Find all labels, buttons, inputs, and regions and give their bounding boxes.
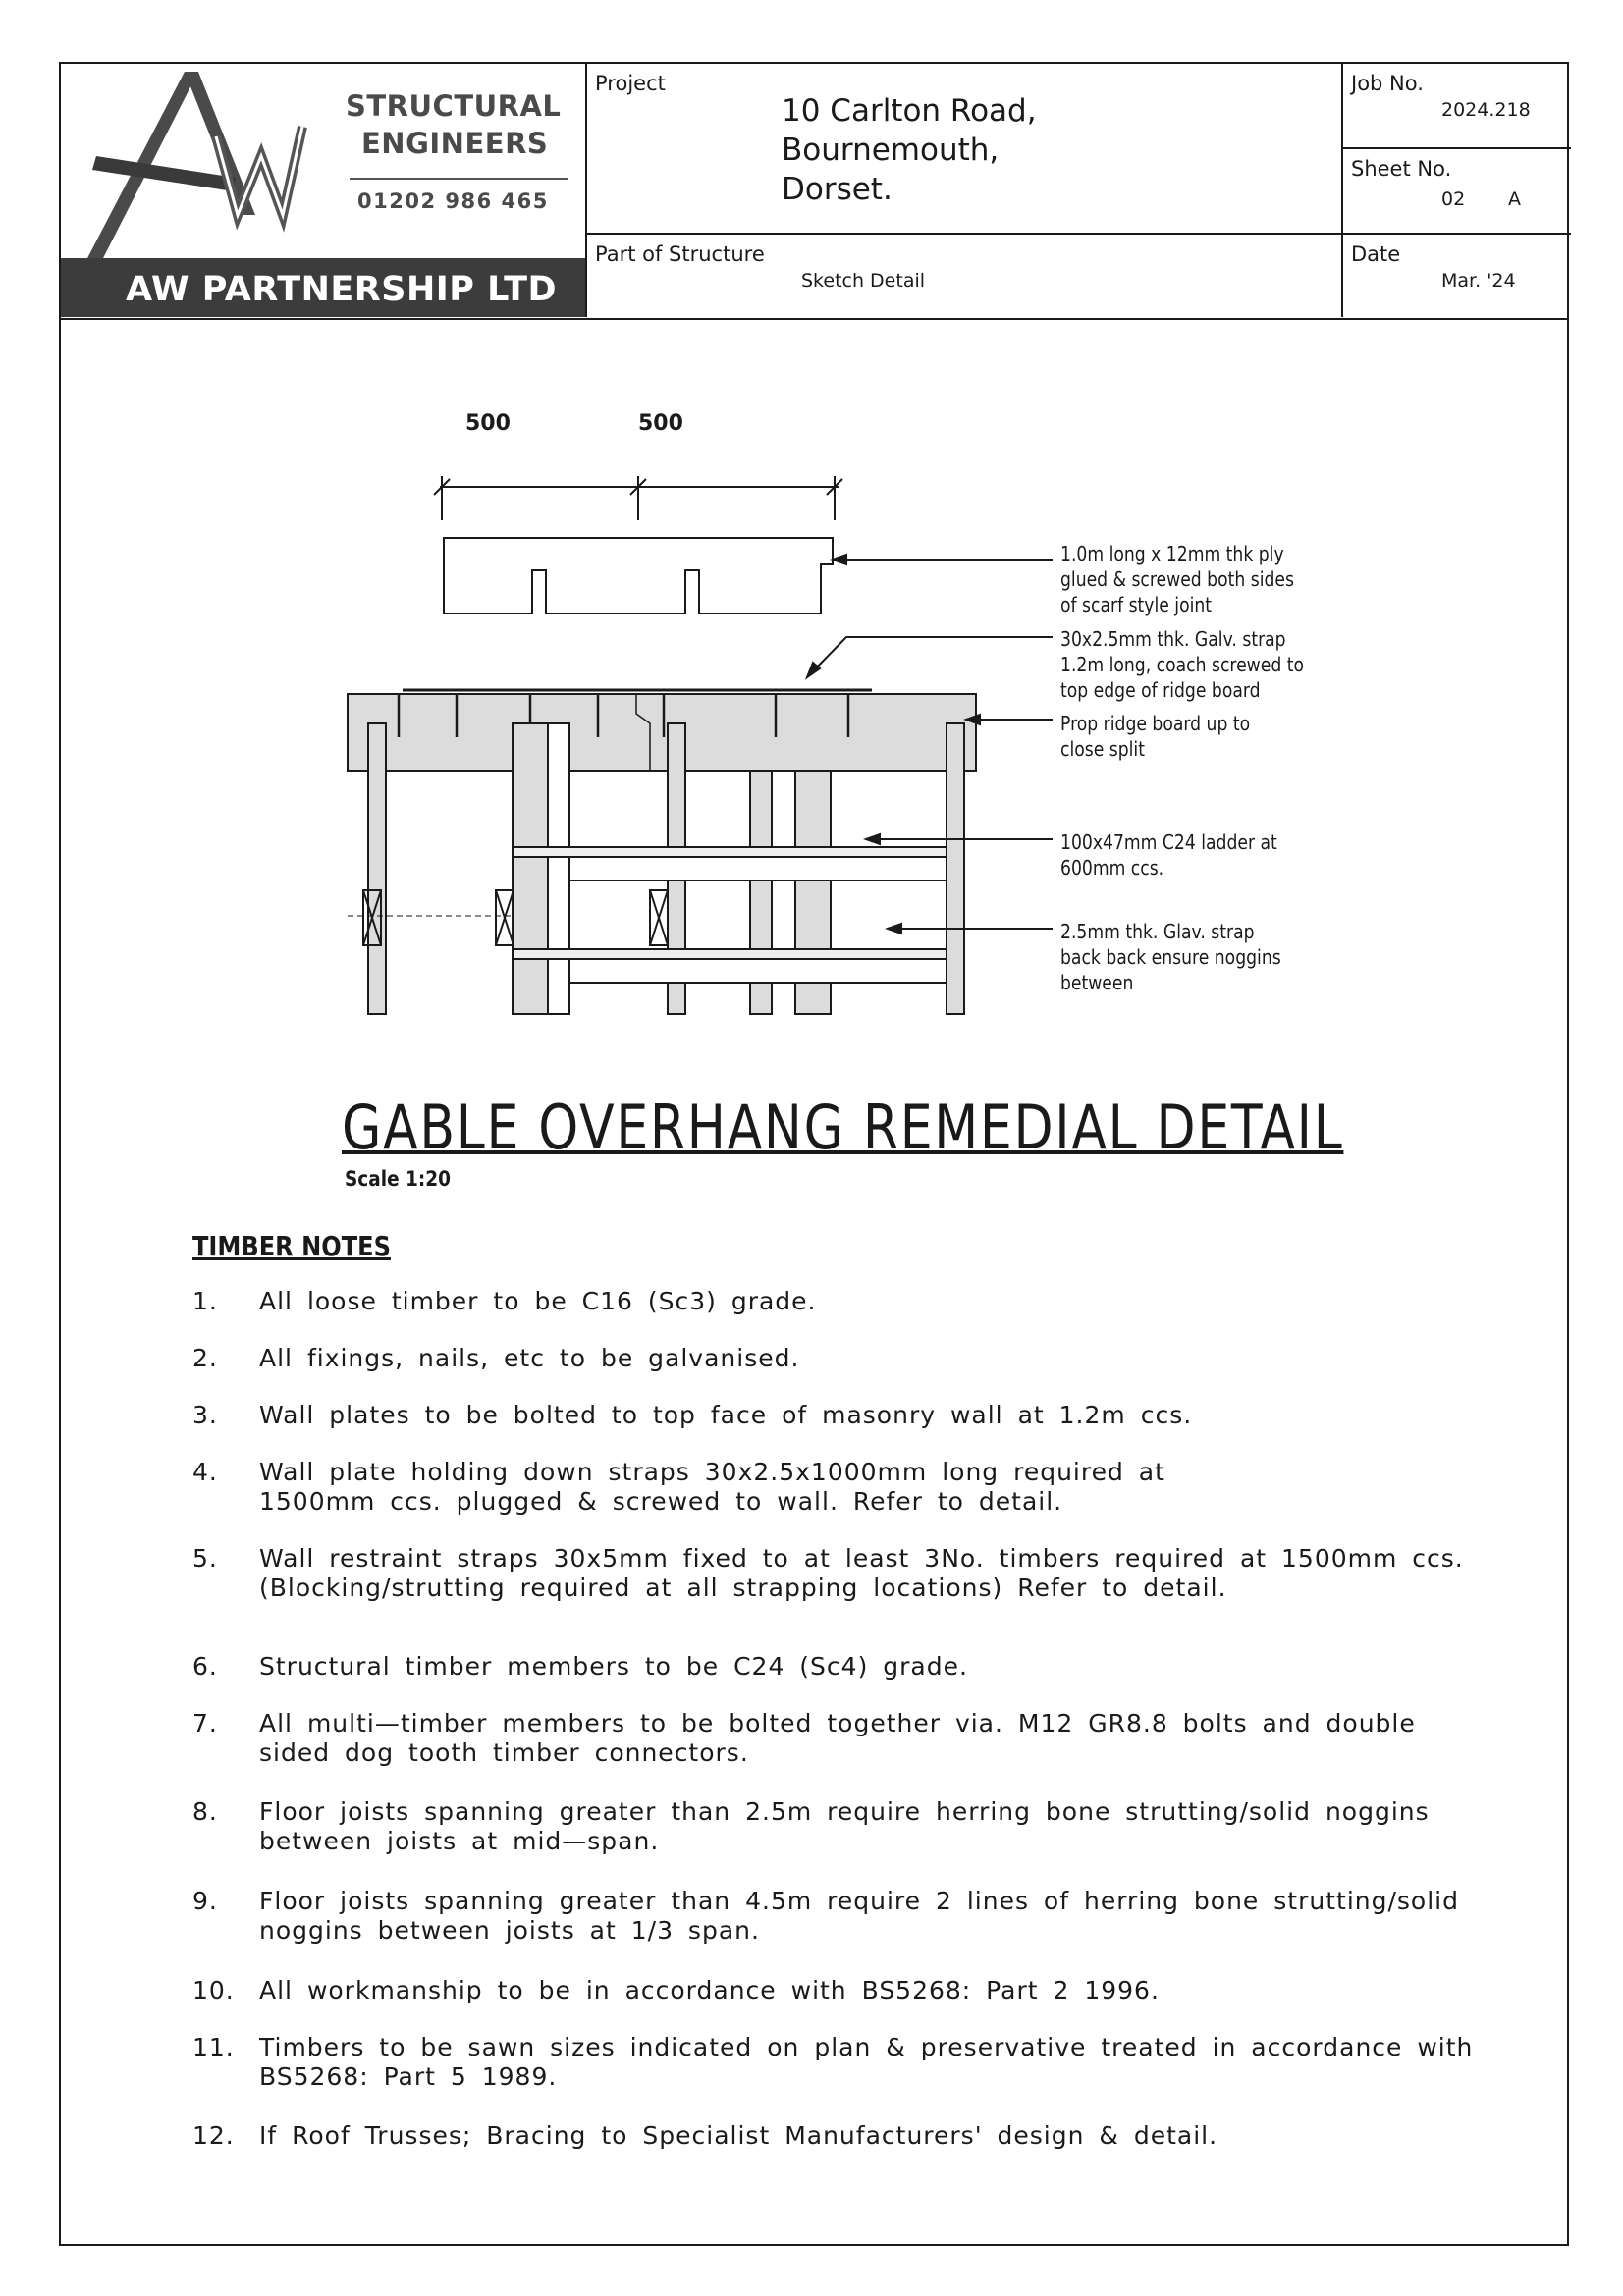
timber-notes-heading: TIMBER NOTES [192, 1230, 391, 1262]
timber-note-text: Timbers to be sawn sizes indicated on plan & preservative treated in accordance with BS5268: Part 5 1989. [259, 2033, 1474, 2091]
gable-overhang-drawing [61, 64, 1571, 1144]
callout-ply-joint [1060, 541, 1294, 617]
callout-line: Prop ridge board up to [1060, 712, 1251, 735]
timber-note-number: 7. [192, 1709, 218, 1737]
job-number-label: Job No. [1351, 72, 1424, 95]
timber-note-number: 5. [192, 1544, 218, 1573]
sheet-number-label: Sheet No. [1351, 157, 1452, 181]
timber-note-text: If Roof Trusses; Bracing to Specialist Manufacturers' design & detail. [259, 2121, 1218, 2150]
callout-strap-noggins [1060, 919, 1281, 995]
ladder-rail [513, 847, 947, 857]
ply-splice-plate [444, 538, 833, 614]
callout-line: 1.0m long x 12mm thk ply [1060, 542, 1284, 565]
rafter [548, 723, 569, 1014]
project-label: Project [595, 72, 666, 95]
callout-line: 100x47mm C24 ladder at [1060, 830, 1277, 854]
project-address-line: 10 Carlton Road, [782, 93, 1037, 129]
project-address-line: Bournemouth, [782, 133, 1000, 168]
timber-note-text: Floor joists spanning greater than 2.5m require herring bone strutting/solid noggins between joists at mid—span. [259, 1797, 1430, 1855]
callout-line: close split [1060, 737, 1145, 761]
rafter [368, 723, 386, 1014]
timber-note-text: All fixings, nails, etc to be galvanised. [259, 1344, 800, 1372]
timber-note-number: 8. [192, 1797, 218, 1826]
timber-note-text: Floor joists spanning greater than 4.5m require 2 lines of herring bone strutting/solid noggins between joists at 1/3 span. [259, 1887, 1459, 1945]
drawing-sheet [59, 62, 1569, 2246]
callout-line: 30x2.5mm thk. Galv. strap [1060, 627, 1286, 651]
rafter [513, 723, 548, 1014]
timber-note-text: Structural timber members to be C24 (Sc4) grade. [259, 1652, 968, 1681]
timber-note-number: 3. [192, 1401, 218, 1429]
drawing-scale: Scale 1:20 [345, 1167, 452, 1191]
callout-line: 600mm ccs. [1060, 856, 1164, 880]
company-phone: 01202 986 465 [357, 189, 549, 213]
timber-note-number: 12. [192, 2121, 235, 2150]
timber-note-number: 9. [192, 1887, 218, 1915]
timber-note-text: All workmanship to be in accordance with BS5268: Part 2 1996. [259, 1976, 1160, 2004]
callout-line: between [1060, 971, 1134, 994]
dimension-label: 500 [638, 411, 683, 436]
project-address-line: Dorset. [782, 172, 893, 207]
company-tagline-engineers: ENGINEERS [361, 127, 549, 160]
timber-note-number: 2. [192, 1344, 218, 1372]
ladder-rail [569, 959, 947, 983]
sheet-number-value: 02 [1441, 188, 1466, 210]
dimension-label: 500 [465, 411, 511, 436]
revision-value: A [1508, 188, 1521, 210]
job-number-value: 2024.218 [1441, 99, 1531, 121]
timber-note-text: All multi—timber members to be bolted together via. M12 GR8.8 bolts and double sided dog tooth timber connectors. [259, 1709, 1416, 1767]
date-value: Mar. '24 [1441, 270, 1516, 292]
ridge-board [348, 694, 976, 771]
rafter [947, 723, 964, 1014]
timber-note-number: 11. [192, 2033, 235, 2061]
timber-note-number: 4. [192, 1458, 218, 1486]
callout-line: glued & screwed both sides [1060, 567, 1294, 591]
timber-note-text: Wall restraint straps 30x5mm fixed to at least 3No. timbers required at 1500mm ccs. (Blocking/strutting required at all strapping locations) Refer to detail. [259, 1544, 1464, 1602]
callout-line: back back ensure noggins [1060, 945, 1281, 969]
timber-note-number: 6. [192, 1652, 218, 1681]
ladder-rail [513, 949, 947, 959]
callout-ladder [1060, 829, 1277, 881]
date-label: Date [1351, 242, 1401, 266]
callout-line: 2.5mm thk. Glav. strap [1060, 920, 1255, 943]
callout-line: 1.2m long, coach screwed to [1060, 653, 1304, 676]
timber-note-number: 10. [192, 1976, 235, 2004]
callout-prop-ridge [1060, 711, 1250, 762]
company-name: AW PARTNERSHIP LTD [126, 270, 558, 309]
callout-line: top edge of ridge board [1060, 678, 1261, 702]
timber-note-number: 1. [192, 1287, 218, 1315]
callout-line: of scarf style joint [1060, 593, 1213, 616]
timber-note-text: All loose timber to be C16 (Sc3) grade. [259, 1287, 817, 1315]
company-tagline-structural: STRUCTURAL [346, 89, 562, 123]
part-of-structure-label: Part of Structure [595, 242, 765, 266]
drawing-title: GABLE OVERHANG REMEDIAL DETAIL [342, 1092, 1344, 1163]
callout-galv-strap [1060, 626, 1304, 703]
timber-note-text: Wall plate holding down straps 30x2.5x1000mm long required at 1500mm ccs. plugged & screwed to wall. Refer to detail. [259, 1458, 1165, 1516]
ladder-rail [569, 857, 947, 881]
part-of-structure-value: Sketch Detail [801, 270, 926, 292]
timber-note-text: Wall plates to be bolted to top face of masonry wall at 1.2m ccs. [259, 1401, 1193, 1429]
